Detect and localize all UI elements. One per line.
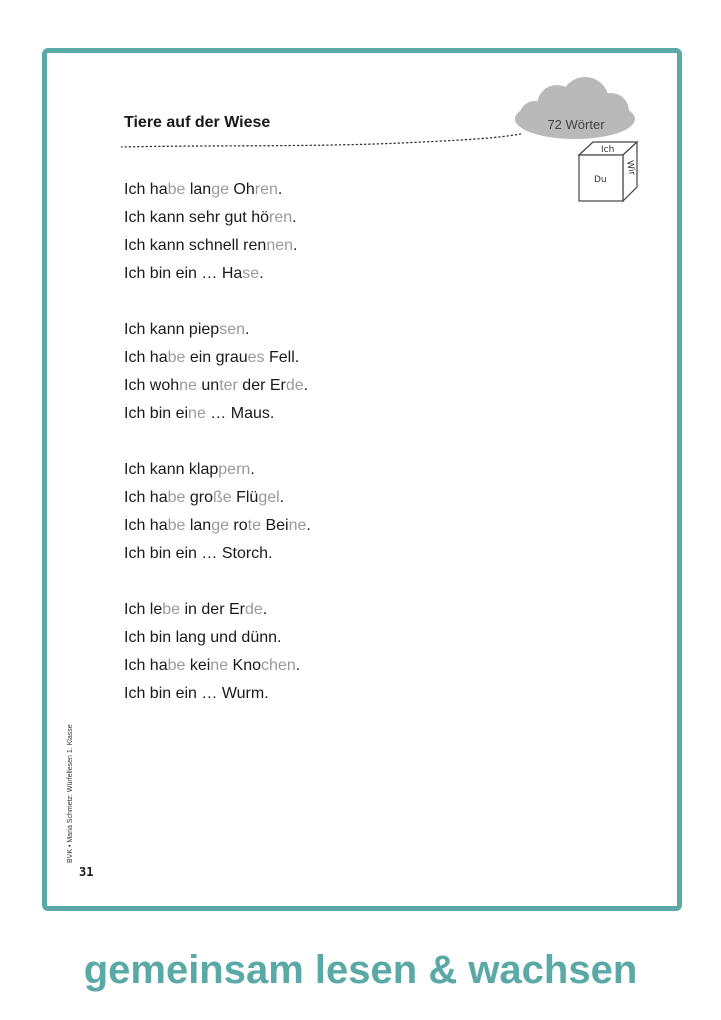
syllable-black: . <box>244 321 250 338</box>
syllable-gray: be <box>167 181 186 198</box>
poem-line <box>124 456 311 484</box>
syllable-gray: ne <box>288 517 307 534</box>
cube-label-front: Du <box>594 175 607 185</box>
syllable-black: gro <box>185 489 213 506</box>
syllable-gray: be <box>167 517 186 534</box>
syllable-black: Ich ha <box>124 349 168 366</box>
syllable-black: . <box>295 657 301 674</box>
syllable-black: Ich kann klap <box>124 461 219 478</box>
syllable-black: Flü <box>231 489 259 506</box>
syllable-black: . <box>262 601 268 618</box>
syllable-black: . <box>277 181 283 198</box>
cube-label-top: Ich <box>601 145 615 155</box>
slogan: gemeinsam lesen & wachsen <box>83 948 638 992</box>
syllable-black: … Maus. <box>205 405 275 422</box>
stanza <box>124 176 311 288</box>
syllable-black: un <box>196 377 220 394</box>
syllable-gray: ne <box>188 405 206 422</box>
syllable-black: lan <box>185 181 212 198</box>
syllable-black: Ich kann piep <box>124 321 220 338</box>
poem-line <box>124 596 311 624</box>
worksheet-title: Tiere auf der Wiese <box>124 114 271 131</box>
stanza <box>124 316 311 428</box>
syllable-gray: ter <box>219 377 238 394</box>
syllable-gray: ren <box>254 181 278 198</box>
syllable-black: Fell. <box>264 349 300 366</box>
syllable-black: Ich bin ein … Storch. <box>124 545 273 562</box>
syllable-black: Kno <box>228 657 262 674</box>
syllable-black: Ich woh <box>124 377 180 394</box>
syllable-gray: chen <box>261 657 296 674</box>
syllable-gray: gel <box>258 489 280 506</box>
syllable-black: . <box>259 265 264 282</box>
syllable-black: kei <box>185 657 211 674</box>
page-number: 31 <box>79 865 94 879</box>
syllable-gray: ne <box>179 377 197 394</box>
syllable-black: . <box>292 209 297 226</box>
syllable-black: Bei <box>261 517 289 534</box>
syllable-gray: se <box>242 265 260 282</box>
syllable-gray: be <box>167 349 186 366</box>
syllable-gray: sen <box>219 321 245 338</box>
poem-line <box>124 652 311 680</box>
syllable-black: Ich kann schnell ren <box>124 237 267 254</box>
syllable-black: der Er <box>237 377 286 394</box>
poem-line <box>124 232 311 260</box>
poem-line <box>124 512 311 540</box>
poem-line <box>124 316 311 344</box>
syllable-gray: ge <box>211 181 229 198</box>
poem-line <box>124 624 311 652</box>
syllable-black: . <box>279 489 285 506</box>
syllable-black: lan <box>185 517 212 534</box>
syllable-gray: pern <box>218 461 251 478</box>
syllable-black: Ich le <box>124 601 163 618</box>
word-count-label: 72 Wörter <box>547 117 605 132</box>
syllable-black: ein grau <box>185 349 248 366</box>
syllable-gray: be <box>167 489 186 506</box>
syllable-black: Ich ha <box>124 517 168 534</box>
syllable-black: . <box>293 237 298 254</box>
syllable-gray: be <box>167 657 186 674</box>
poem-line <box>124 680 311 708</box>
syllable-black: Ich ha <box>124 181 168 198</box>
syllable-gray: ge <box>211 517 229 534</box>
syllable-black: Ich kann sehr gut hö <box>124 209 269 226</box>
syllable-gray: es <box>247 349 265 366</box>
syllable-black: Ich bin ein … Ha <box>124 265 243 282</box>
syllable-black: Ich bin ein … Wurm. <box>124 685 269 702</box>
word-count-cloud <box>511 77 641 147</box>
poem-line <box>124 484 311 512</box>
worksheet-frame <box>42 48 682 911</box>
syllable-black: Oh <box>228 181 255 198</box>
poem-line <box>124 260 311 288</box>
syllable-black: Ich ha <box>124 657 168 674</box>
syllable-black: in der Er <box>180 601 245 618</box>
poem-line <box>124 400 311 428</box>
cube-label-side: Wir <box>624 159 637 177</box>
syllable-gray: te <box>247 517 261 534</box>
poem-line <box>124 540 311 568</box>
poem-line <box>124 344 311 372</box>
syllable-gray: ße <box>212 489 232 506</box>
syllable-black: . <box>306 517 311 534</box>
syllable-gray: de <box>285 377 304 394</box>
syllable-black: . <box>303 377 309 394</box>
syllable-black: ro <box>228 517 248 534</box>
syllable-gray: ren <box>268 209 293 226</box>
stanza <box>124 456 311 568</box>
syllable-gray: de <box>244 601 263 618</box>
syllable-gray: be <box>162 601 181 618</box>
syllable-black: Ich bin ei <box>124 405 189 422</box>
poem-line <box>124 204 311 232</box>
syllable-black: . <box>250 461 255 478</box>
poem <box>124 176 311 736</box>
stanza <box>124 596 311 708</box>
credit-text: BVK • Maria Schmetz: Würfellesen 1. Klasse <box>67 724 74 863</box>
dice-cube-icon <box>577 139 643 209</box>
syllable-black: Ich ha <box>124 489 168 506</box>
syllable-gray: ne <box>210 657 229 674</box>
dotted-divider <box>121 131 521 151</box>
syllable-gray: nen <box>266 237 294 254</box>
syllable-black: Ich bin lang und dünn. <box>124 629 282 646</box>
poem-line <box>124 372 311 400</box>
poem-line <box>124 176 311 204</box>
